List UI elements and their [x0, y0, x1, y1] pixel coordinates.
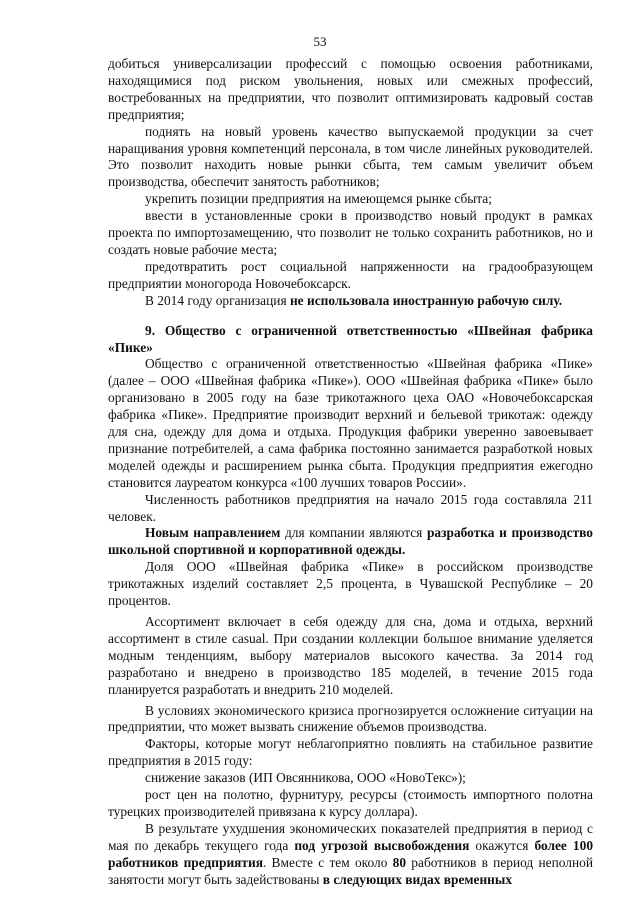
- result-text-2: окажутся: [469, 837, 535, 853]
- new-direction-bold-2: разработка и производство школьной спортивной и корпоративной одежды.: [108, 525, 594, 558]
- paragraph-factor-prices: рост цен на полотно, фурнитуру, ресурсы (стоимость импортного полотна турецких производителей привязана к курсу доллара).: [108, 787, 593, 819]
- section-heading: 9. Общество с ограниченной ответственностью «Швейная фабрика «Пике»: [108, 322, 593, 355]
- page-content: [108, 56, 593, 889]
- paragraph-result: [108, 821, 593, 889]
- result-bold-3: 80: [392, 854, 407, 870]
- result-text-3: . Вместе с тем около: [262, 854, 393, 870]
- paragraph-social-tension: предотвратить рост социальной напряженности на градообразующем предприятии моногорода Новочебоксарск.: [108, 258, 593, 291]
- result-bold-1: под угрозой высвобождения: [294, 837, 470, 853]
- paragraph-crisis: В условиях экономического кризиса прогнозируется осложнение ситуации на предприятии, что может вызвать снижение объемов производства.: [108, 702, 593, 735]
- paragraph-assortment: Ассортимент включает в себя одежду для сна, дома и отдыха, верхний ассортимент в стиле casual. При создании коллекции большое внимание уделяется модным тенденциям, выбору материалов высокого качества. За 2014 год разработано и внедрено в производство 185 моделей, в течение 2015 года планируется разработать и внедрить 210 моделей.: [108, 614, 593, 697]
- paragraph-company-description: Общество с ограниченной ответственностью «Швейная фабрика «Пике» (далее – ООО «Швейная фабрика «Пике»). ООО «Швейная фабрика «Пике» было организовано в 2005 году на базе трикотажного цеха ОАО «Новочебоксарская фабрика «Пике». Предприятие производит верхний и бельевой трикотаж: одежду для сна, одежду для дома и отдыха. Продукция фабрики уверенно завоевывает признание потребителей, а сама фабрика постоянно занимается разработкой новых моделей одежды и расширением рынка сбыта. Продукция предприятия ежегодно становится лауреатом конкурса «100 лучших товаров России».: [108, 356, 593, 490]
- foreign-workforce-bold: не использовала иностранную рабочую силу.: [289, 292, 563, 308]
- paragraph-factor-orders: снижение заказов (ИП Овсянникова, ООО «НовоТекс»);: [145, 770, 466, 786]
- paragraph-market-share: Доля ООО «Швейная фабрика «Пике» в российском производстве трикотажных изделий составляет 2,5 процента, в Чувашской Республике – 20 процентов.: [108, 559, 593, 609]
- page-number: 53: [313, 34, 327, 49]
- paragraph-factors-intro: Факторы, которые могут неблагоприятно повлиять на стабильное развитие предприятия в 2015 году:: [108, 736, 593, 769]
- paragraph-foreign-workforce: [108, 293, 593, 310]
- paragraph-new-direction: [108, 525, 593, 559]
- result-text-4: работников в период неполной занятости могут быть задействованы: [108, 854, 594, 887]
- paragraph-market-position: укрепить позиции предприятия на имеющемся рынке сбыта;: [145, 191, 492, 207]
- foreign-workforce-text: В 2014 году организация: [145, 292, 290, 308]
- paragraph-import-substitution: ввести в установленные сроки в производство новый продукт в рамках проекта по импортозамещению, что позволит не только сохранить работников, но и создать новые рабочие места;: [108, 208, 593, 257]
- new-direction-text: для компании являются: [280, 525, 427, 541]
- result-bold-2: более 100 работников предприятия: [108, 837, 594, 870]
- paragraph-headcount: Численность работников предприятия на начало 2015 года составляла 211 человек.: [108, 491, 593, 524]
- result-bold-4: в следующих видах временных: [322, 871, 513, 887]
- new-direction-bold-1: Новым направлением: [145, 525, 281, 541]
- result-text-1: В результате ухудшения экономических показателей предприятия в период с мая по декабрь текущего года: [108, 820, 593, 853]
- paragraph-universalization: добиться универсализации профессий с помощью освоения работниками, находящимися под риском увольнения, новых или смежных профессий, востребованных на предприятии, что позволит оптимизировать кадровый состав предприятия;: [108, 56, 593, 122]
- paragraph-quality: поднять на новый уровень качество выпускаемой продукции за счет наращивания уровня компетенций персонала, в том числе линейных руководителей. Это позволит находить новые рынки сбыта, тем самым увеличит объем производства, обеспечит занятость работников;: [108, 123, 593, 190]
